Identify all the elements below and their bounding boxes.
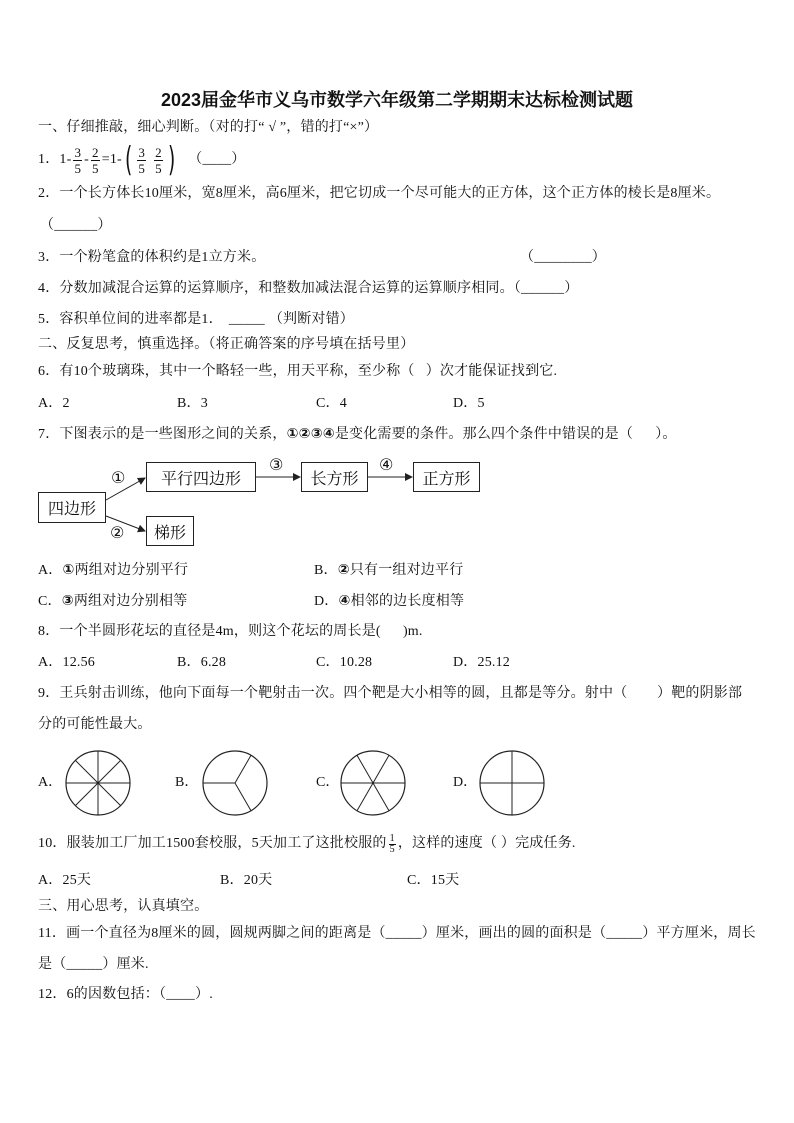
fraction <box>73 145 82 176</box>
option-letter: A． <box>38 563 63 578</box>
shape-box-rectangle: 长方形 <box>301 462 368 492</box>
numerator: 1 <box>389 832 395 844</box>
shape-box-parallelogram: 平行四边形 <box>146 462 256 492</box>
expr-text: =1- <box>101 152 122 167</box>
question-9-line-1: 9．王兵射击训练，他向下面每一个靶射击一次。四个靶是大小相等的圆，且都是等分。射中（ ）靶的阴影部 <box>38 686 743 701</box>
condition-label-4: ④ <box>379 455 394 474</box>
condition-label-1: ① <box>111 468 126 487</box>
option-d: D．25.12 <box>453 655 511 670</box>
option-text: 两组对边分别平行 <box>74 563 189 578</box>
condition-label-2: ② <box>110 523 125 542</box>
denominator: 5 <box>92 160 99 176</box>
question-11-line-2: 是（_____）厘米. <box>38 957 149 972</box>
question-text: 是变化需要的条件。那么四个条件中错误的是（ ）。 <box>334 427 677 442</box>
option-c: C．10.28 <box>316 655 373 670</box>
denominator: 5 <box>389 843 395 855</box>
denominator: 5 <box>138 160 146 176</box>
question-tail: ，这样的速度（ ）完成任务. <box>397 836 576 851</box>
option-a: A．2 <box>38 396 70 411</box>
fraction <box>137 145 146 176</box>
question-8: 8．一个半圆形花坛的直径是4m，则这个花坛的周长是( )m. <box>38 624 423 639</box>
target-label-d: D． <box>453 775 478 790</box>
condition-mark: ① <box>62 562 75 578</box>
section-3-heading: 三、用心思考，认真填空。 <box>38 899 209 914</box>
target-b <box>202 750 268 816</box>
left-paren: ( <box>124 140 133 180</box>
question-text: 7．下图表示的是一些图形之间的关系， <box>38 427 287 442</box>
option-a: A．12.56 <box>38 655 96 670</box>
option-letter: C． <box>38 594 62 609</box>
option-b: B．6.28 <box>177 655 227 670</box>
option-b: B．3 <box>177 396 208 411</box>
section-1-heading: 一、仔细推敲，细心判断。（对的打“ √ ”，错的打“×”） <box>38 120 379 135</box>
question-1 <box>38 142 245 178</box>
expr-text: 1- <box>59 152 72 167</box>
option-text: 只有一组对边平行 <box>349 563 464 578</box>
answer-blank: （______） <box>40 218 112 233</box>
condition-label-3: ③ <box>269 455 284 474</box>
fraction <box>154 145 163 176</box>
fraction <box>91 145 100 176</box>
denominator: 5 <box>74 160 82 176</box>
option-a <box>38 560 188 580</box>
condition-marks: ①②③④ <box>286 426 335 442</box>
shape-box-square: 正方形 <box>413 462 480 492</box>
expr-text: - <box>84 152 90 167</box>
answer-blank: （________） <box>520 250 606 265</box>
question-2: 2．一个长方体长10厘米，宽8厘米，高6厘米，把它切成一个尽可能大的正方体，这个正方体的棱长是8厘米。 <box>38 186 721 201</box>
question-text: 10．服装加工厂加工1500套校服，5天加工了这批校服的 <box>38 836 387 851</box>
question-text: 5．容积单位间的进率都是1． <box>38 312 223 327</box>
denominator: 5 <box>155 160 162 176</box>
right-paren: ) <box>167 140 176 180</box>
numerator: 2 <box>155 144 162 160</box>
question-9-line-2: 分的可能性最大。 <box>38 717 152 732</box>
question-12: 12．6的因数包括：（____）. <box>38 987 213 1002</box>
target-a <box>65 750 131 816</box>
section-2-heading: 二、反复思考，慎重选择。（将正确答案的序号填在括号里） <box>38 337 415 352</box>
numerator: 2 <box>92 144 99 160</box>
question-3: 3．一个粉笔盒的体积约是1立方米。 <box>38 250 266 265</box>
option-b: B．20天 <box>220 873 273 888</box>
question-4 <box>38 279 578 299</box>
question-tail: （判断对错） <box>268 312 355 327</box>
option-a: A．25天 <box>38 873 92 888</box>
question-7 <box>38 424 677 444</box>
target-c <box>340 750 406 816</box>
option-c: C．15天 <box>407 873 460 888</box>
option-d <box>314 591 464 611</box>
question-5 <box>38 310 354 330</box>
option-d: D．5 <box>453 396 485 411</box>
numerator: 3 <box>74 144 82 160</box>
option-c <box>38 591 187 611</box>
shape-box-quadrilateral: 四边形 <box>38 492 106 523</box>
shape-box-trapezoid: 梯形 <box>146 516 194 546</box>
question-11-line-1: 11．画一个直径为8厘米的圆，圆规两脚之间的距离是（_____）厘米，画出的圆的面积是（_____）平方厘米，周长 <box>38 926 756 941</box>
answer-blank: _____ <box>228 312 265 327</box>
option-b <box>314 560 463 580</box>
question-10 <box>38 830 576 858</box>
option-letter: B． <box>314 563 338 578</box>
option-c: C．4 <box>316 396 347 411</box>
answer-blank: （____） <box>188 152 246 167</box>
option-text: 相邻的边长度相等 <box>350 594 465 609</box>
question-number: 1． <box>38 152 60 167</box>
question-text: 4．分数加减混合运算的运算顺序，和整数加减法混合运算的运算顺序相同。 <box>38 281 514 296</box>
target-d <box>479 750 545 816</box>
answer-blank: （______） <box>513 281 579 296</box>
fraction <box>389 834 396 855</box>
condition-mark: ④ <box>338 593 351 609</box>
target-label-b: B． <box>175 775 199 790</box>
target-label-a: A． <box>38 775 63 790</box>
condition-mark: ③ <box>61 593 74 609</box>
numerator: 3 <box>138 144 146 160</box>
question-6: 6．有10个玻璃珠，其中一个略轻一些，用天平称，至少称（ ）次才能保证找到它. <box>38 364 558 379</box>
page-title: 2023届金华市义乌市数学六年级第二学期期末达标检测试题 <box>160 90 634 110</box>
condition-mark: ② <box>337 562 350 578</box>
option-text: 两组对边分别相等 <box>73 594 188 609</box>
target-label-c: C． <box>316 775 340 790</box>
option-letter: D． <box>314 594 339 609</box>
